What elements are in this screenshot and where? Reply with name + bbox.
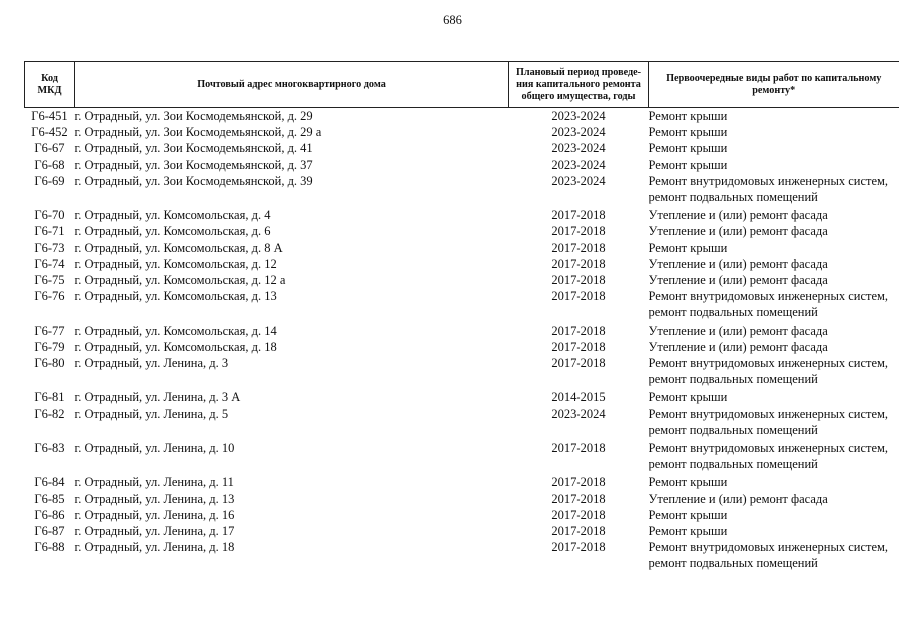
table-row [25,288,899,322]
row-code: Г6-81 [34,390,65,405]
row-works [649,491,899,507]
table-row [25,140,899,156]
row-period: 2023-2024 [551,141,606,156]
row-code: Г6-86 [34,507,65,522]
work-type: ремонт подвальных помещений [648,422,818,437]
row-works [649,140,899,156]
work-type: Ремонт крыши [648,125,728,140]
table-row [25,440,899,474]
row-period: 2017-2018 [551,339,606,354]
table-row [25,339,899,355]
work-type: Ремонт внутридомовых инженерных систем, [648,289,889,304]
row-address: г. Отрадный, ул. Комсомольская, д. 8 А [74,240,283,255]
row-address: г. Отрадный, ул. Зои Космодемьянской, д. 29 [74,109,313,123]
row-period: 2017-2018 [551,289,606,304]
row-period: 2017-2018 [551,256,606,271]
row-code: Г6-67 [34,141,65,156]
table-row [25,272,899,288]
work-type: Утепление и (или) ремонт фасада [648,491,828,506]
work-type: Ремонт внутридомовых инженерных систем, [648,406,889,421]
row-works [649,173,899,207]
row-code: Г6-75 [34,273,65,288]
work-type: Ремонт внутридомовых инженерных систем, [648,540,889,555]
row-period: 2017-2018 [551,356,606,371]
row-works [649,288,899,322]
table-row [25,256,899,272]
row-address: г. Отрадный, ул. Ленина, д. 11 [74,475,234,490]
row-code: Г6-76 [34,289,65,304]
row-period: 2017-2018 [551,208,606,223]
table-row [25,173,899,207]
table-row [25,207,899,223]
table-row [25,406,899,440]
row-address: г. Отрадный, ул. Комсомольская, д. 14 [74,323,277,338]
work-type: Ремонт внутридомовых инженерных систем, [648,441,889,456]
row-address: г. Отрадный, ул. Комсомольская, д. 12 [74,256,277,271]
row-period: 2017-2018 [551,524,606,539]
work-type: Ремонт крыши [648,109,728,123]
work-type: Утепление и (или) ремонт фасада [648,323,828,338]
row-period: 2023-2024 [551,125,606,140]
work-type: ремонт подвальных помещений [648,556,818,571]
work-type: Ремонт крыши [648,507,728,522]
row-code: Г6-70 [34,208,65,223]
row-code: Г6-79 [34,339,65,354]
row-works [649,323,899,339]
work-type: Утепление и (или) ремонт фасада [648,208,828,223]
row-address: г. Отрадный, ул. Ленина, д. 5 [74,406,229,421]
work-type: Ремонт крыши [648,240,728,255]
table-row [25,491,899,507]
work-type: Утепление и (или) ремонт фасада [648,256,828,271]
row-address: г. Отрадный, ул. Комсомольская, д. 18 [74,339,277,354]
row-works [649,124,899,140]
row-address: г. Отрадный, ул. Ленина, д. 18 [74,540,235,555]
row-period: 2023-2024 [551,109,606,123]
work-type: Ремонт крыши [648,524,728,539]
row-address: г. Отрадный, ул. Ленина, д. 17 [74,524,235,539]
row-code: Г6-87 [34,524,65,539]
row-works [649,406,899,440]
work-type: Ремонт внутридомовых инженерных систем, [648,173,889,188]
row-address: г. Отрадный, ул. Ленина, д. 10 [74,441,235,456]
repair-schedule-table [24,61,899,574]
row-address: г. Отрадный, ул. Ленина, д. 3 А [74,390,241,405]
row-address: г. Отрадный, ул. Зои Космодемьянской, д. 41 [74,141,313,156]
table-body [25,108,899,574]
header-code: Код МКД [25,62,75,108]
row-period: 2017-2018 [551,491,606,506]
row-works [649,355,899,389]
table-row [25,240,899,256]
table-row [25,223,899,239]
page-number: 686 [443,13,462,27]
row-works [649,440,899,474]
row-period: 2023-2024 [551,406,606,421]
row-code: Г6-80 [34,356,65,371]
row-code: Г6-85 [34,491,65,506]
row-code: Г6-88 [34,540,65,555]
work-type: ремонт подвальных помещений [648,190,818,205]
row-code: Г6-68 [34,157,65,172]
row-address: г. Отрадный, ул. Комсомольская, д. 12 а [74,273,286,288]
work-type: Утепление и (или) ремонт фасада [648,339,828,354]
table-row [25,124,899,140]
row-address: г. Отрадный, ул. Ленина, д. 13 [74,491,235,506]
row-works [649,207,899,223]
work-type: Утепление и (или) ремонт фасада [648,273,828,288]
table-header-row [25,62,899,108]
row-address: г. Отрадный, ул. Комсомольская, д. 6 [74,224,271,239]
row-address: г. Отрадный, ул. Ленина, д. 3 [74,356,229,371]
work-type: ремонт подвальных помещений [648,457,818,472]
row-period: 2017-2018 [551,273,606,288]
row-address: г. Отрадный, ул. Зои Космодемьянской, д. 29 а [74,125,322,140]
row-code: Г6-69 [34,173,65,188]
work-type: Ремонт крыши [648,390,728,405]
row-period: 2017-2018 [551,323,606,338]
row-period: 2023-2024 [551,157,606,172]
table-row [25,474,899,490]
row-period: 2017-2018 [551,507,606,522]
row-period: 2017-2018 [551,240,606,255]
table-row [25,507,899,523]
row-works [649,272,899,288]
table-row [25,389,899,405]
work-type: ремонт подвальных помещений [648,372,818,387]
row-works [649,240,899,256]
row-works [649,523,899,539]
table-row [25,539,899,573]
work-type: Ремонт крыши [648,157,728,172]
row-address: г. Отрадный, ул. Комсомольская, д. 13 [74,289,277,304]
work-type: Ремонт крыши [648,475,728,490]
row-code: Г6-77 [34,323,65,338]
row-period: 2014-2015 [551,390,606,405]
row-period: 2017-2018 [551,475,606,490]
row-period: 2023-2024 [551,173,606,188]
row-code: Г6-452 [31,125,68,140]
header-period: Плановый период проведе-ния капитального ремонта общего имущества, годы [509,62,649,108]
row-period: 2017-2018 [551,540,606,555]
row-period: 2017-2018 [551,224,606,239]
row-works [649,108,899,125]
row-code: Г6-74 [34,256,65,271]
row-works [649,389,899,405]
row-works [649,223,899,239]
row-works [649,474,899,490]
work-type: Ремонт крыши [648,141,728,156]
row-address: г. Отрадный, ул. Зои Космодемьянской, д. 37 [74,157,313,172]
row-works [649,507,899,523]
table-row [25,157,899,173]
row-code: Г6-83 [34,441,65,456]
row-address: г. Отрадный, ул. Зои Космодемьянской, д. 39 [74,173,313,188]
header-works: Первоочередные виды работ по капитальному ремонту* [649,62,899,108]
work-type: ремонт подвальных помещений [648,305,818,320]
header-address: Почтовый адрес многоквартирного дома [75,62,509,108]
row-address: г. Отрадный, ул. Комсомольская, д. 4 [74,208,271,223]
work-type: Утепление и (или) ремонт фасада [648,224,828,239]
row-code: Г6-82 [34,406,65,421]
row-code: Г6-71 [34,224,65,239]
row-works [649,157,899,173]
table-row [25,355,899,389]
row-period: 2017-2018 [551,441,606,456]
table-row [25,108,899,125]
work-type: Ремонт внутридомовых инженерных систем, [648,356,889,371]
row-address: г. Отрадный, ул. Ленина, д. 16 [74,507,235,522]
row-code: Г6-73 [34,240,65,255]
row-works [649,539,899,573]
table-row [25,523,899,539]
table-row [25,323,899,339]
row-works [649,339,899,355]
row-code: Г6-84 [34,475,65,490]
row-works [649,256,899,272]
row-code: Г6-451 [31,109,68,123]
